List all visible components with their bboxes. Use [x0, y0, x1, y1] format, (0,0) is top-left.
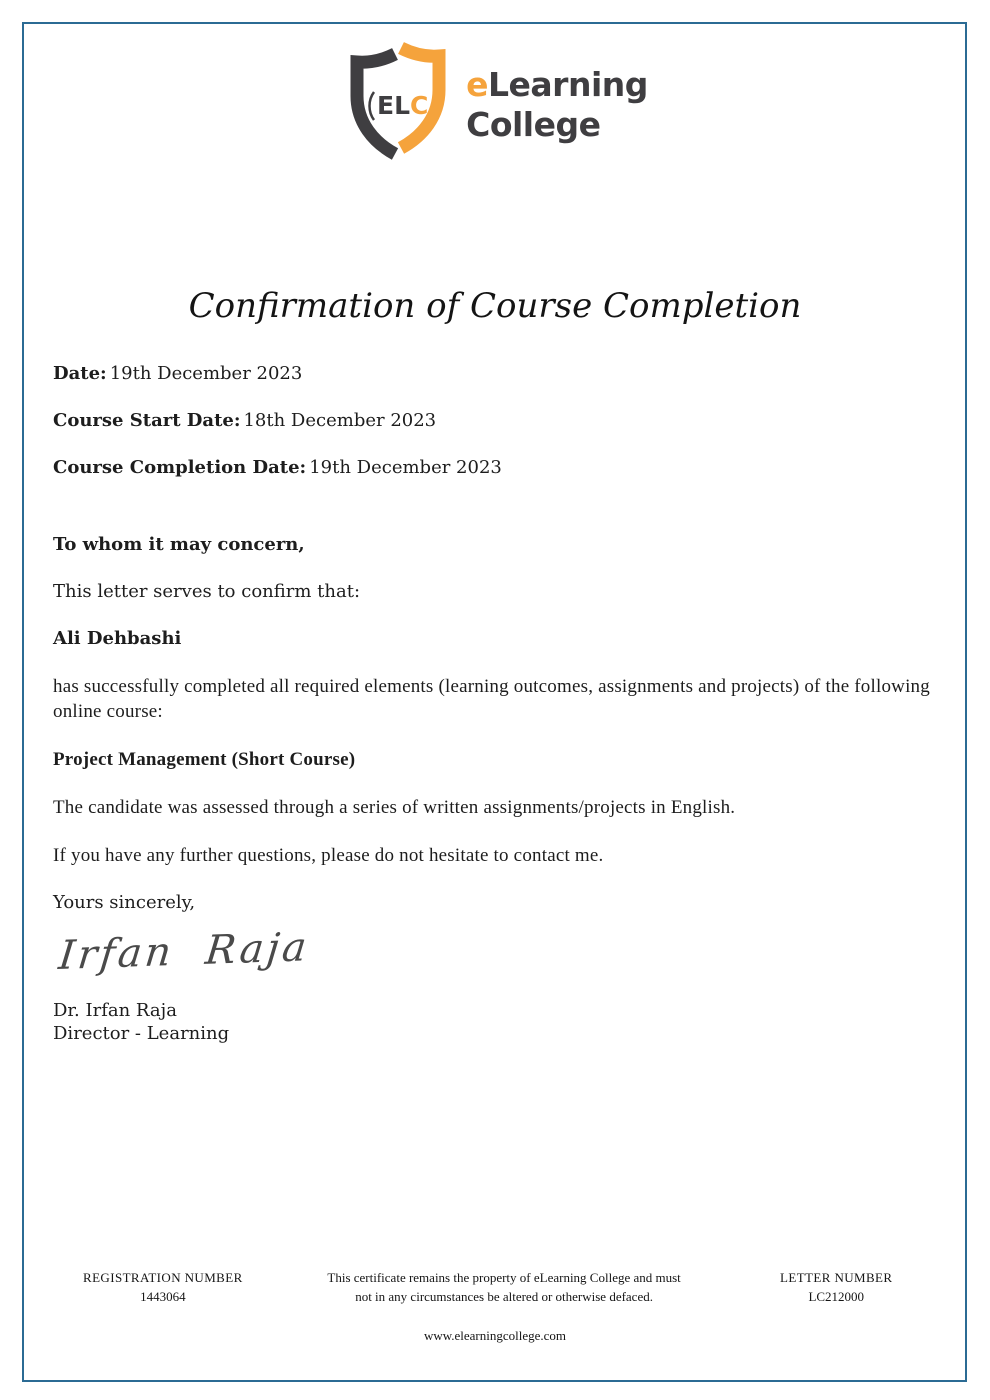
completion-paragraph: has successfully completed all required elements (learning outcomes, assignments and projects) of the following online course: [53, 676, 930, 722]
date-label: Date: [53, 363, 107, 384]
property-notice [286, 1268, 723, 1306]
registration-label: REGISTRATION NUMBER [83, 1270, 243, 1285]
logo-wordmark-line2: College [466, 105, 601, 144]
registration-block [40, 1268, 286, 1306]
course-completion-date-line [53, 456, 935, 480]
course-name: Project Management (Short Course) [53, 749, 356, 770]
website-url: www.elearningcollege.com [423, 1328, 567, 1343]
course-start-date-label: Course Start Date: [53, 410, 241, 431]
date-value: 19th December 2023 [109, 363, 303, 384]
signature-handwriting: Irfan Raja [56, 924, 312, 979]
course-start-date-value: 18th December 2023 [243, 410, 437, 431]
registration-number: 1443064 [140, 1289, 186, 1304]
course-completion-date-value: 19th December 2023 [309, 457, 502, 478]
closing-line: Yours sincerely, [53, 892, 196, 913]
signer-block [53, 999, 935, 1045]
student-name: Ali Dehbashi [53, 628, 182, 649]
letter-title: Confirmation of Course Completion [188, 286, 802, 326]
property-notice-line2: not in any circumstances be altered or otherwise defaced. [355, 1289, 653, 1304]
assessment-paragraph: The candidate was assessed through a series of written assignments/projects in English. [53, 797, 736, 818]
course-completion-date-label: Course Completion Date: [53, 457, 307, 478]
logo [0, 42, 990, 168]
contact-paragraph: If you have any further questions, please do not hesitate to contact me. [53, 845, 604, 866]
signer-title: Director - Learning [53, 1023, 230, 1044]
letter-number: LC212000 [808, 1289, 865, 1304]
salutation: To whom it may concern, [53, 534, 305, 555]
intro-line: This letter serves to confirm that: [53, 581, 361, 602]
letter-number-block [723, 1268, 951, 1306]
letter-number-label: LETTER NUMBER [780, 1270, 893, 1285]
signer-name: Dr. Irfan Raja [53, 1000, 177, 1021]
course-start-date-line [53, 409, 935, 433]
shield-logo-icon [342, 42, 454, 168]
footer [40, 1268, 950, 1306]
svg-text:ELC: ELC [377, 91, 429, 120]
logo-wordmark-line1: eLearning [466, 65, 648, 104]
property-notice-line1: This certificate remains the property of eLearning College and must [327, 1270, 681, 1285]
date-line [53, 362, 935, 386]
logo-wordmark [466, 65, 648, 145]
letter-body [53, 362, 935, 1045]
